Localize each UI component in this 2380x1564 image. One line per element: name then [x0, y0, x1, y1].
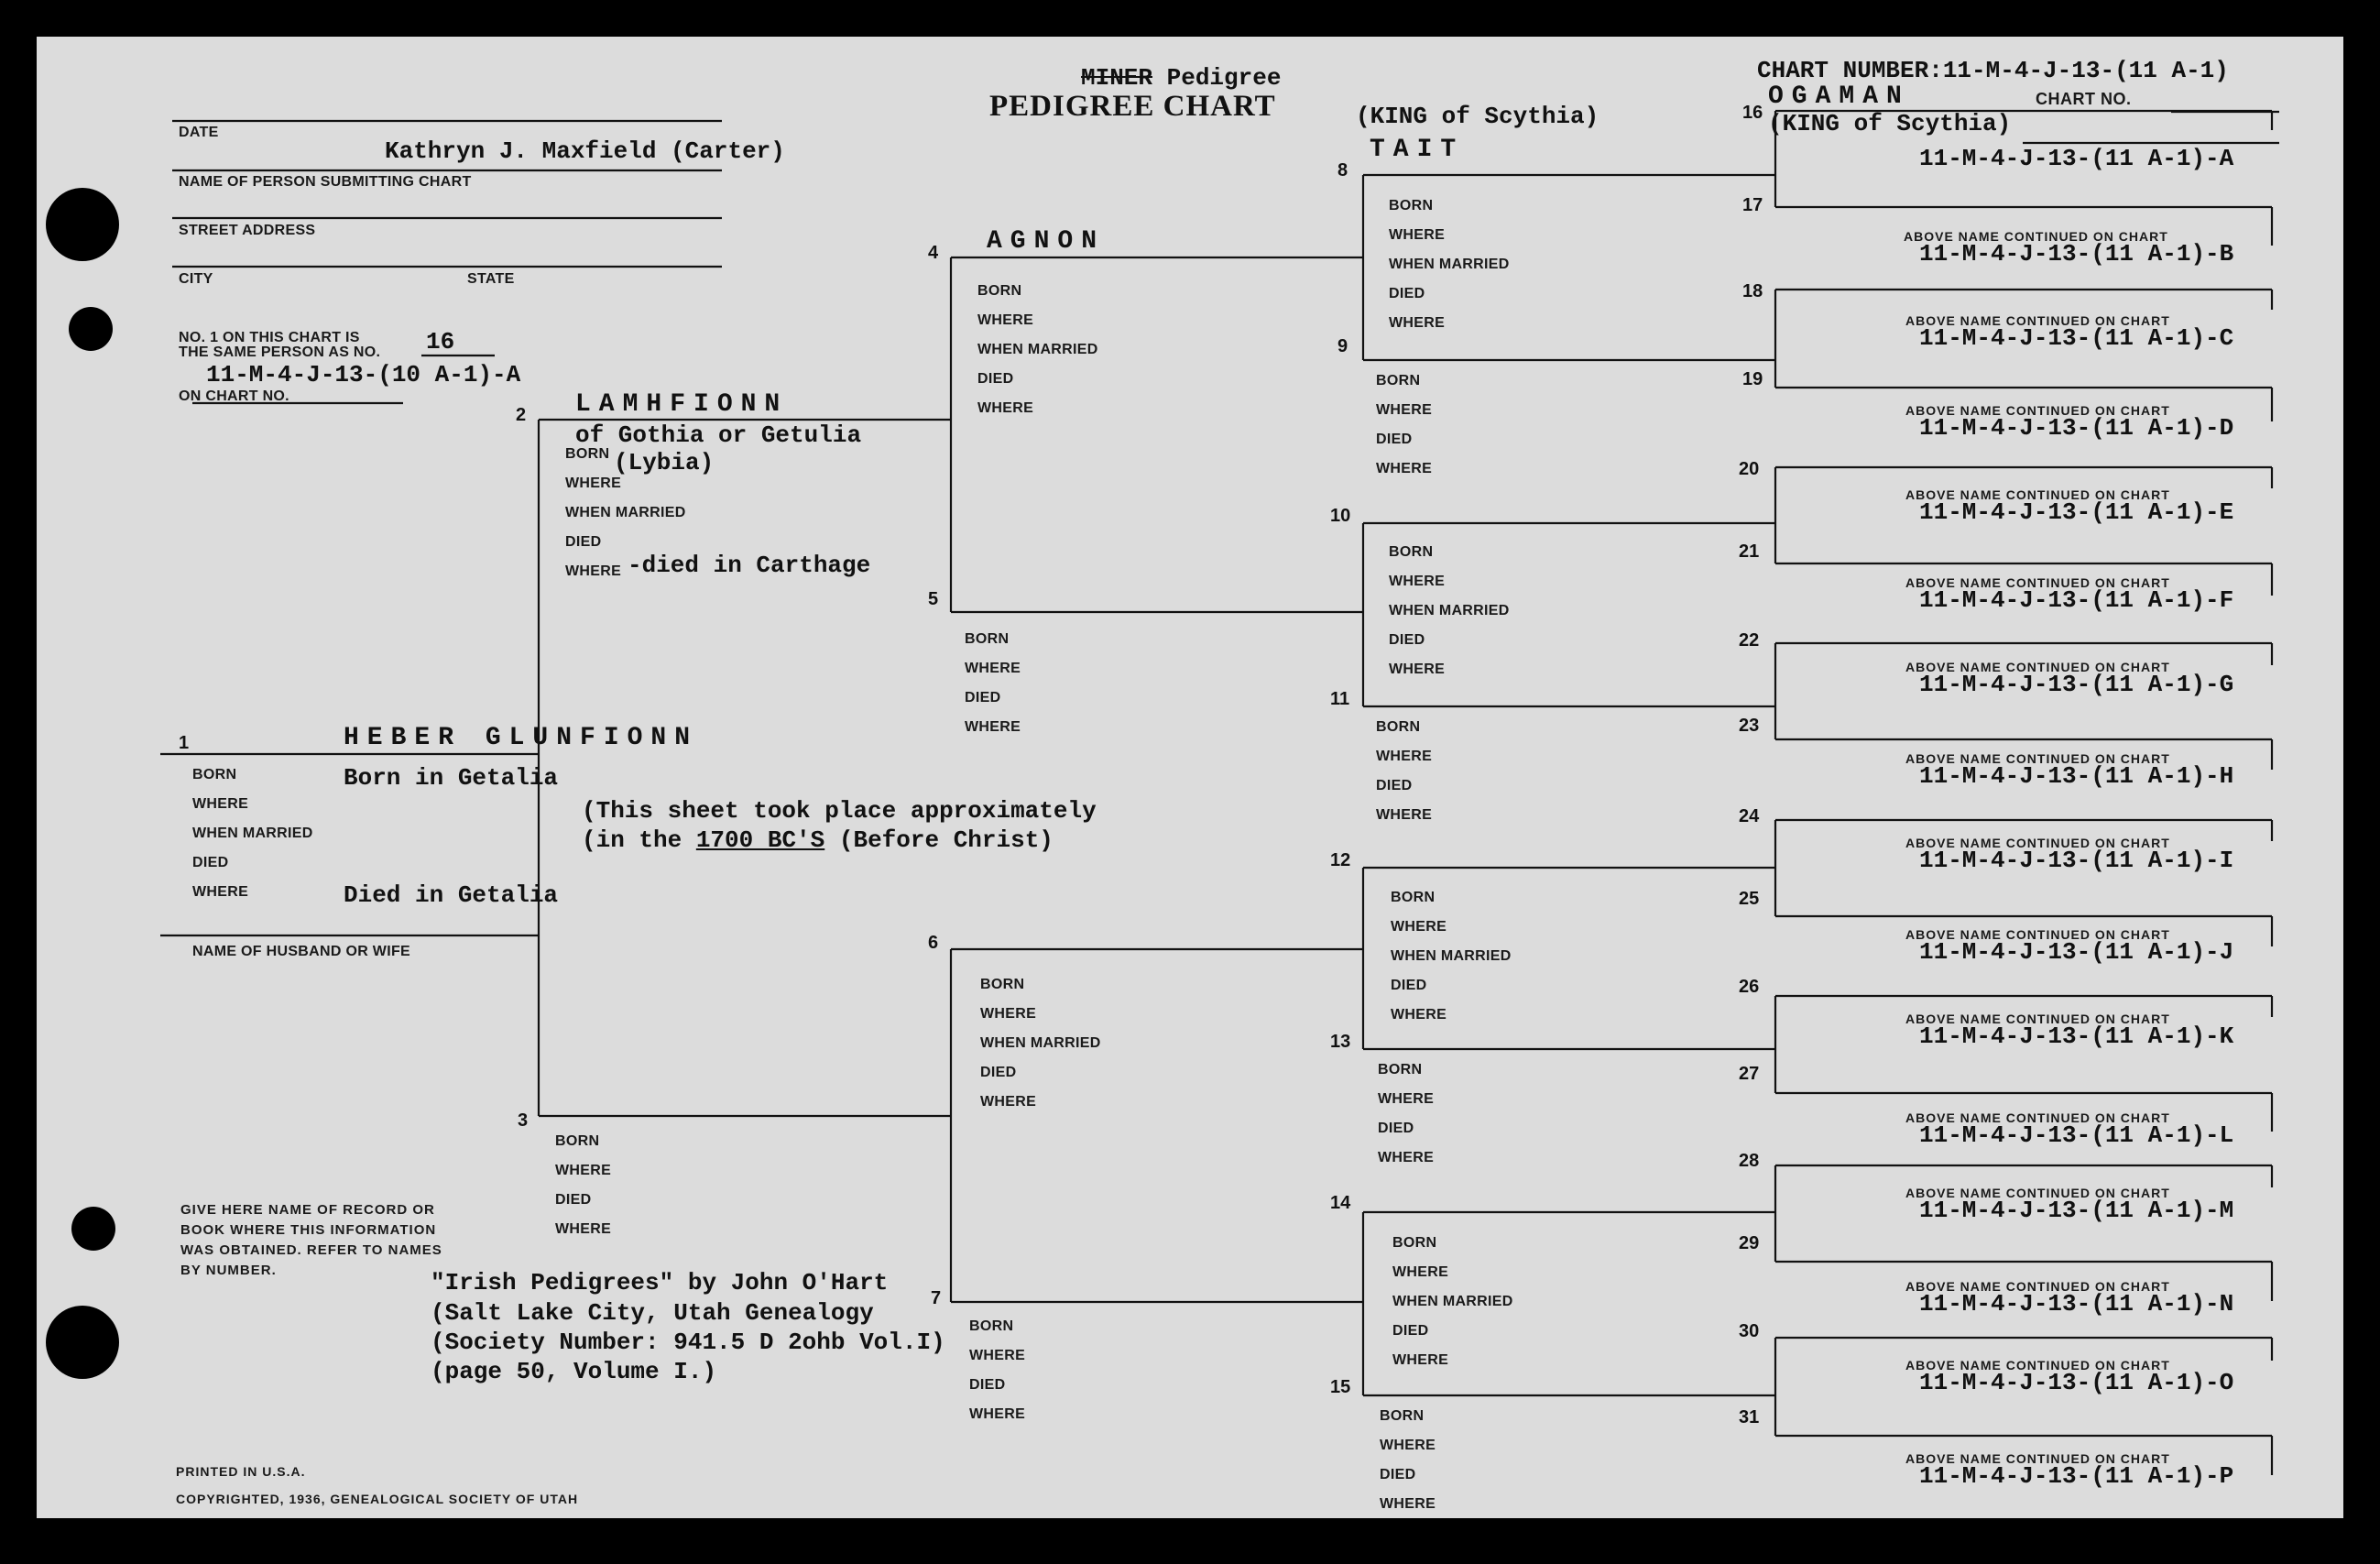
position-number-15: 15 [1330, 1377, 1351, 1397]
spouse-label: NAME OF HUSBAND OR WIFE [192, 944, 411, 959]
continued-chart-ref: 11-M-4-J-13-(11 A-1)-D [1919, 414, 2234, 442]
where-label: WHERE [969, 1348, 1026, 1363]
date-label: DATE [179, 125, 219, 140]
died-label: DIED [980, 1065, 1017, 1080]
source-line-3: (Society Number: 941.5 D 2ohb Vol.I) [431, 1329, 945, 1356]
died-label: DIED [1380, 1467, 1416, 1482]
continued-chart-ref: 11-M-4-J-13-(11 A-1)-B [1919, 240, 2234, 268]
person-12-fields [1391, 883, 1512, 1030]
position-number-18: 18 [1742, 281, 1763, 301]
position-number-29: 29 [1739, 1233, 1760, 1253]
where-label: WHERE [977, 400, 1034, 416]
person-14-fields [1392, 1229, 1513, 1375]
died-label: DIED [555, 1192, 592, 1208]
born-label: BORN [1378, 1062, 1423, 1077]
where-label: WHERE [1389, 574, 1446, 589]
born-label: BORN [1376, 719, 1421, 735]
page-title: PEDIGREE CHART [989, 90, 1276, 123]
person-4-fields [977, 277, 1098, 423]
born-label: BORN [1376, 373, 1421, 388]
died-label: DIED [1378, 1121, 1414, 1136]
binder-hole [71, 1207, 115, 1251]
position-number-26: 26 [1739, 977, 1760, 997]
where-label: WHERE [1376, 402, 1433, 418]
person-7-fields [969, 1312, 1025, 1429]
when-married-label: WHEN MARRIED [1392, 1294, 1513, 1309]
position-number-22: 22 [1739, 630, 1760, 651]
binder-hole [69, 307, 113, 351]
when-married-label: WHEN MARRIED [977, 342, 1098, 357]
chart-number: CHART NUMBER:11-M-4-J-13-(11 A-1) [1757, 57, 2229, 84]
person-2-name: LAMHFIONN [575, 390, 789, 419]
position-number-19: 19 [1742, 369, 1763, 389]
died-label: DIED [969, 1377, 1006, 1393]
when-married-label: WHEN MARRIED [1389, 603, 1510, 618]
born-label: BORN [192, 767, 237, 782]
continued-chart-ref: 11-M-4-J-13-(11 A-1)-G [1919, 671, 2234, 698]
when-married-label: WHEN MARRIED [192, 826, 313, 841]
where-label: WHERE [1380, 1438, 1436, 1453]
position-number-1: 1 [179, 733, 190, 753]
position-number-23: 23 [1739, 716, 1760, 736]
person-10-fields [1389, 538, 1510, 684]
where-label: WHERE [1389, 227, 1446, 243]
position-number-21: 21 [1739, 541, 1760, 562]
where-label: WHERE [555, 1163, 612, 1178]
where-label: WHERE [1376, 461, 1433, 476]
continued-chart-ref: 11-M-4-J-13-(11 A-1)-N [1919, 1290, 2234, 1318]
born-label: BORN [555, 1133, 600, 1149]
continued-label: ABOVE NAME CONTINUED ON CHART [1905, 403, 2170, 418]
source-line-4: (page 50, Volume I.) [431, 1358, 717, 1385]
continued-chart-ref: 11-M-4-J-13-(11 A-1)-O [1919, 1369, 2234, 1396]
died-label: DIED [1389, 632, 1425, 648]
person-11-fields [1376, 713, 1432, 830]
continued-label: ABOVE NAME CONTINUED ON CHART [1905, 1012, 2170, 1026]
continued-label: ABOVE NAME CONTINUED ON CHART [1905, 1279, 2170, 1294]
position-number-8: 8 [1337, 160, 1348, 180]
submitter-name-label: NAME OF PERSON SUBMITTING CHART [179, 174, 472, 190]
where-label: WHERE [1376, 749, 1433, 764]
died-label: DIED [1376, 432, 1413, 447]
died-label: DIED [565, 534, 602, 550]
where-label: WHERE [1378, 1091, 1435, 1107]
chart-no-label: CHART NO. [2036, 90, 2132, 108]
continued-chart-ref: 11-M-4-J-13-(11 A-1)-L [1919, 1121, 2234, 1149]
person-8-name: TAIT [1370, 136, 1465, 164]
continued-label: ABOVE NAME CONTINUED ON CHART [1905, 1110, 2170, 1125]
person-16-name: OGAMAN [1768, 82, 1910, 111]
where-label: WHERE [980, 1094, 1037, 1110]
same-person-label-2: THE SAME PERSON AS NO. [179, 345, 381, 360]
continued-label: ABOVE NAME CONTINUED ON CHART [1905, 660, 2170, 674]
person-2-subtitle-1: of Gothia or Getulia [575, 421, 862, 449]
position-number-27: 27 [1739, 1064, 1760, 1084]
continued-chart-ref: 11-M-4-J-13-(11 A-1)-I [1919, 847, 2234, 874]
printed-in-label: PRINTED IN U.S.A. [176, 1464, 306, 1479]
continued-chart-ref: 11-M-4-J-13-(11 A-1)-K [1919, 1023, 2234, 1050]
position-number-9: 9 [1337, 336, 1348, 356]
copyright-label: COPYRIGHTED, 1936, GENEALOGICAL SOCIETY OF UTAH [176, 1492, 579, 1506]
person-3-fields [555, 1127, 611, 1244]
position-number-31: 31 [1739, 1407, 1760, 1427]
same-person-chart-ref: 11-M-4-J-13-(10 A-1)-A [206, 361, 521, 388]
city-label: CITY [179, 271, 213, 287]
position-number-13: 13 [1330, 1032, 1351, 1052]
chart-type-heading: MINER Pedigree [1081, 64, 1282, 92]
person-8-title: (KING of Scythia) [1356, 103, 1599, 130]
source-line-1: "Irish Pedigrees" by John O'Hart [431, 1269, 889, 1296]
where-label: WHERE [1376, 807, 1433, 823]
period-note-line-2: (in the 1700 BC'S (Before Christ) [582, 826, 1054, 854]
continued-label: ABOVE NAME CONTINUED ON CHART [1905, 836, 2170, 850]
died-label: DIED [1376, 778, 1413, 793]
where-label: WHERE [1378, 1150, 1435, 1165]
source-line-2: (Salt Lake City, Utah Genealogy [431, 1299, 874, 1327]
continued-label: ABOVE NAME CONTINUED ON CHART [1905, 487, 2170, 502]
continued-chart-ref: 11-M-4-J-13-(11 A-1)-E [1919, 498, 2234, 526]
street-address-label: STREET ADDRESS [179, 223, 316, 238]
where-label: WHERE [1391, 919, 1447, 935]
position-number-12: 12 [1330, 850, 1351, 870]
continued-label: ABOVE NAME CONTINUED ON CHART [1905, 1451, 2170, 1466]
person-9-fields [1376, 366, 1432, 484]
continued-label: ABOVE NAME CONTINUED ON CHART [1905, 1186, 2170, 1200]
where-label: WHERE [969, 1406, 1026, 1422]
on-chart-no-label: ON CHART NO. [179, 388, 289, 404]
died-label: DIED [1391, 978, 1427, 993]
position-number-10: 10 [1330, 506, 1351, 526]
where-label: WHERE [1380, 1496, 1436, 1512]
position-number-30: 30 [1739, 1321, 1760, 1341]
where-label: WHERE [192, 884, 249, 900]
where-label: WHERE [980, 1006, 1037, 1022]
continued-label: ABOVE NAME CONTINUED ON CHART [1905, 575, 2170, 590]
position-number-11: 11 [1330, 689, 1350, 709]
binder-hole [46, 1306, 119, 1379]
born-label: BORN [965, 631, 1010, 647]
born-label: BORN [977, 283, 1022, 299]
born-label: BORN [1392, 1235, 1437, 1251]
where-label: WHERE [192, 796, 249, 812]
continued-chart-ref: 11-M-4-J-13-(11 A-1)-F [1919, 586, 2234, 614]
person-16-title: (KING of Scythia) [1768, 110, 2012, 137]
person-1-name: HEBER GLUNFIONN [344, 724, 699, 752]
person-15-fields [1380, 1402, 1436, 1519]
born-label: BORN [1389, 198, 1434, 213]
person-1-born-value: Born in Getalia [344, 764, 559, 792]
where-label: WHERE [965, 661, 1021, 676]
born-label: BORN [1380, 1408, 1425, 1424]
person-1-died-where-value: Died in Getalia [344, 881, 559, 909]
born-label: BORN [1391, 890, 1436, 905]
continued-label: ABOVE NAME CONTINUED ON CHART [1905, 1358, 2170, 1373]
position-number-6: 6 [928, 933, 939, 953]
where-label: WHERE [977, 312, 1034, 328]
where-label: WHERE [1392, 1264, 1449, 1280]
submitter-name: Kathryn J. Maxfield (Carter) [385, 137, 785, 165]
position-number-14: 14 [1330, 1193, 1351, 1213]
when-married-label: WHEN MARRIED [1391, 948, 1512, 964]
pedigree-chart-sheet [37, 37, 2343, 1518]
position-number-25: 25 [1739, 889, 1760, 909]
person-5-fields [965, 625, 1021, 742]
born-label: BORN [969, 1318, 1014, 1334]
continued-chart-ref: 11-M-4-J-13-(11 A-1)-J [1919, 938, 2234, 966]
died-label: DIED [1389, 286, 1425, 301]
position-number-28: 28 [1739, 1151, 1760, 1171]
person-6-fields [980, 970, 1101, 1117]
when-married-label: WHEN MARRIED [1389, 257, 1510, 272]
continued-label: ABOVE NAME CONTINUED ON CHART [1905, 927, 2170, 942]
position-number-24: 24 [1739, 806, 1760, 826]
born-label: BORN [565, 446, 610, 462]
continued-chart-ref: 11-M-4-J-13-(11 A-1)-H [1919, 762, 2234, 790]
continued-chart-ref: 11-M-4-J-13-(11 A-1)-A [1919, 145, 2234, 172]
continued-label: ABOVE NAME CONTINUED ON CHART [1905, 751, 2170, 766]
state-label: STATE [467, 271, 515, 287]
person-13-fields [1378, 1055, 1434, 1173]
same-person-number: 16 [426, 328, 455, 355]
died-label: DIED [977, 371, 1014, 387]
where-label: WHERE [1392, 1352, 1449, 1368]
when-married-label: WHEN MARRIED [980, 1035, 1101, 1051]
continued-label: ABOVE NAME CONTINUED ON CHART [1904, 229, 2168, 244]
where-label: WHERE [965, 719, 1021, 735]
binder-hole [46, 188, 119, 261]
position-number-17: 17 [1742, 195, 1763, 215]
continued-chart-ref: 11-M-4-J-13-(11 A-1)-C [1919, 324, 2234, 352]
position-number-20: 20 [1739, 459, 1760, 479]
person-1-fields [192, 760, 313, 907]
continued-label: ABOVE NAME CONTINUED ON CHART [1905, 313, 2170, 328]
where-label: WHERE [1391, 1007, 1447, 1023]
continued-chart-ref: 11-M-4-J-13-(11 A-1)-M [1919, 1197, 2234, 1224]
where-label: WHERE [1389, 662, 1446, 677]
record-source-instructions: GIVE HERE NAME OF RECORD OR BOOK WHERE THIS INFORMATION WAS OBTAINED. REFER TO NAMES BY NUMBER. [180, 1202, 442, 1278]
position-number-3: 3 [518, 1110, 529, 1131]
died-label: DIED [1392, 1323, 1429, 1339]
person-2-subtitle-2: (Lybia) [614, 449, 715, 476]
person-8-fields [1389, 191, 1510, 338]
position-number-7: 7 [931, 1288, 942, 1308]
period-note-line-1: (This sheet took place approximately [582, 797, 1097, 825]
died-label: DIED [192, 855, 229, 870]
when-married-label: WHEN MARRIED [565, 505, 686, 520]
died-label: DIED [965, 690, 1001, 705]
where-label: WHERE [565, 476, 622, 491]
position-number-4: 4 [928, 243, 939, 263]
position-number-2: 2 [516, 405, 527, 425]
where-label: WHERE [555, 1221, 612, 1237]
person-4-name: AGNON [987, 227, 1106, 256]
person-2-death-place: -died in Carthage [628, 552, 871, 579]
where-label: WHERE [565, 563, 622, 579]
born-label: BORN [980, 977, 1025, 992]
born-label: BORN [1389, 544, 1434, 560]
position-number-5: 5 [928, 589, 939, 609]
position-number-16: 16 [1742, 103, 1763, 123]
where-label: WHERE [1389, 315, 1446, 331]
same-person-label-1: NO. 1 ON THIS CHART IS [179, 330, 360, 345]
continued-chart-ref: 11-M-4-J-13-(11 A-1)-P [1919, 1462, 2234, 1490]
